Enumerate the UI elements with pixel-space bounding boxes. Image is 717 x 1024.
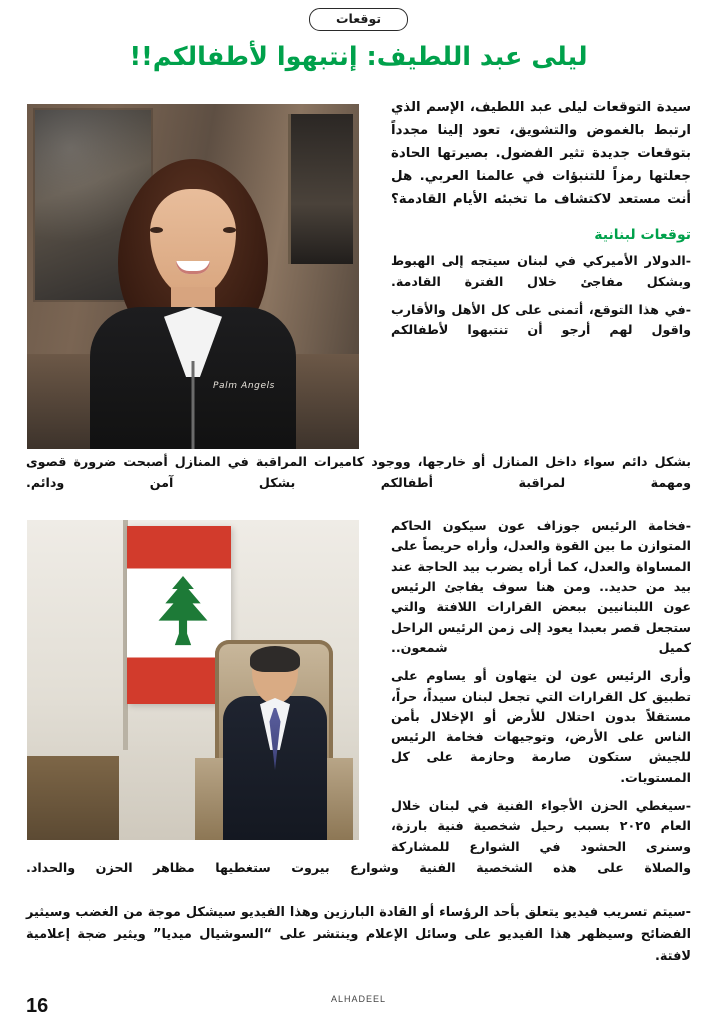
category-tag: توقعات (309, 8, 408, 31)
intro-column (391, 96, 691, 340)
section1-paragraph-2: -في هذا التوقع، أتمنى على كل الأهل والأقارب واقول لهم أرجو أن تنتبهوا لأطفالكم (391, 301, 691, 338)
section1-paragraph-1: -الدولار الأميركي في لبنان سيتجه إلى الهبوط وبشكل مفاجئ خلال الفترة القادمة. (391, 253, 691, 289)
section2-paragraph-1: -فخامة الرئيس جوزاف عون سيكون الحاكم المتوازن ما بين القوة والعدل، وأراه حريصاً على المساواة والعدل، كما أراه يضرب بيد الحاجة عند بيد من حديد.. ومن هنا سوف يفاجئ الرئيس عون اللبنانيين ببعض القرارات اللافتة والتي ستجعل قصر بعبدا يعود إلى زمن الرئيس الراحل كميل شمعون.. (391, 518, 691, 655)
section2-paragraph-3: -سيغطي الحزن الأجواء الفنية في لبنان خلال العام ٢٠٢٥ بسبب رحيل شخصية فنية بارزة، وسنرى الحشود في الشوارع للمشاركة (391, 798, 691, 854)
caption-under-photo1: بشكل دائم سواء داخل المنازل أو خارجها، ووجود كاميرات المراقبة في المنازل أصبحت ضرورة قصوى ومهمة لمراقبة أطفالكم بشكل آمن ودائم. (26, 454, 691, 490)
photo1-zipper (192, 361, 195, 449)
page-number: 16 (26, 995, 49, 1017)
photo1-eye-right (223, 227, 236, 233)
section2-paragraph-2: وأرى الرئيس عون لن يتهاون أو يساوم على تطبيق كل القرارات التي تجعل لبنان سيداً، حراً، مستقلاً بدون احتلال للأرض أو الإخلال بأمن الناس على الأرض، وتوجيهات فخامة الرئيس للجيش ستكون صارمة وحازمة على كل المستويات. (391, 668, 691, 785)
photo2-side-table (27, 756, 119, 840)
portrait-woman-photo (27, 104, 359, 449)
photo2-hair (250, 646, 300, 672)
final-paragraph: -سيتم تسريب فيديو يتعلق بأحد الرؤساء أو القادة البارزين وهذا الفيديو سيشكل موجة من الغضب وسيثير الفضائح وسيظهر هذا الفيديو على وسائل الإعلام وينتشر على “السوشيال ميديا” ويثير ضجة إعلامية لافتة. (26, 905, 691, 965)
footer-brand: ALHADEEL (330, 994, 387, 1004)
second-column (391, 508, 691, 857)
intro-paragraph: سيدة التوقعات ليلى عبد اللطيف، الإسم الذي ارتبط بالغموض والتشويق، تعود إلينا مجدداً بتوقعات جديدة تثير الفضول. بصيرتها الحادة جعلتها رمزاً للتنبؤات في عالمنا العربي. هل أنت مستعد لاكتشاف ما تخبئه الأيام القادمة؟ (391, 100, 691, 208)
cedar-icon (149, 576, 217, 648)
president-seated-photo (27, 520, 359, 840)
photo1-brand-text: Palm Angels (213, 381, 275, 391)
category-tag-row (0, 8, 717, 31)
caption-under-photo2: والصلاة على هذه الشخصية الفنية وشوارع بيروت ستغطيها مظاهر الحزن والحداد. (26, 860, 691, 875)
photo1-subject (88, 149, 298, 449)
page-title: ليلى عبد اللطيف: إنتبهوا لأطفالكم!! (129, 42, 588, 72)
photo2-subject (223, 648, 327, 840)
section-heading-lebanon: توقعات لبنانية (594, 227, 691, 244)
photo1-eye-left (150, 227, 163, 233)
